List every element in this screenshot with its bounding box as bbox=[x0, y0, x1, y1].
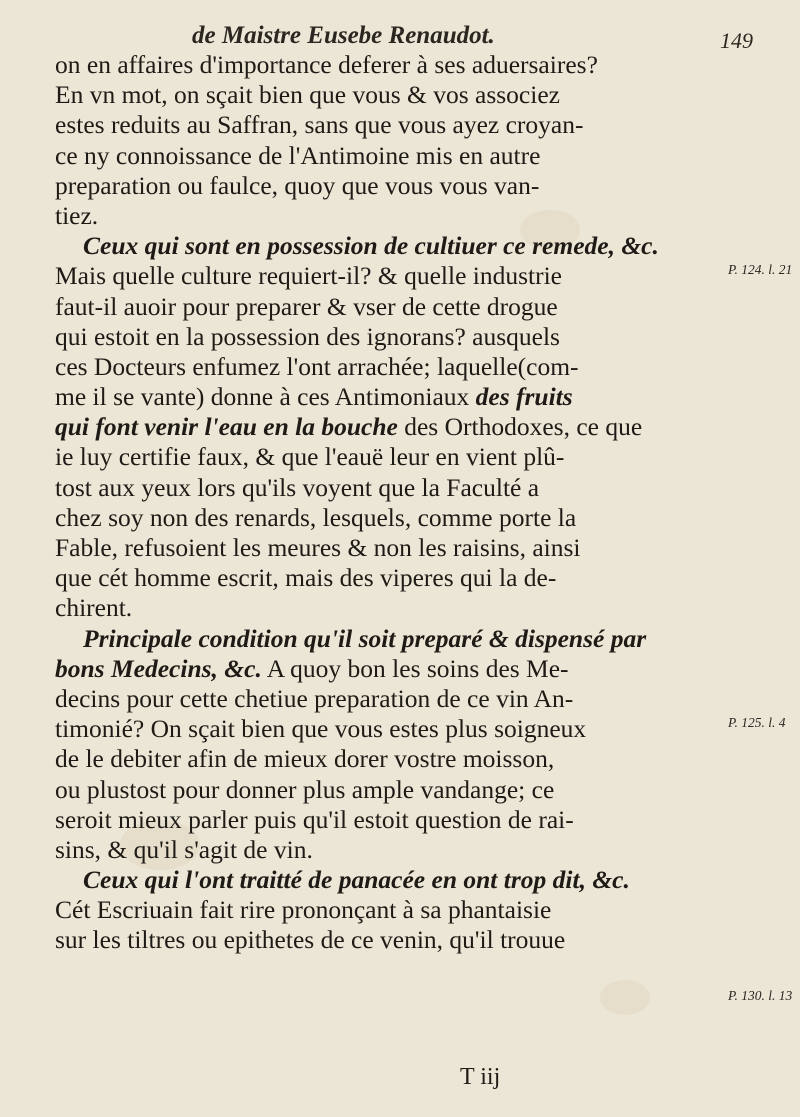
text-line: sur les tiltres ou epithetes de ce venin, qu'il trouue bbox=[55, 925, 566, 955]
quoted-passage bbox=[55, 865, 695, 895]
text-line: Fable, refusoient les meures & non les raisins, ainsi bbox=[55, 533, 581, 562]
text-line: timonié? On sçait bien que vous estes plus soigneux bbox=[55, 714, 587, 744]
quote-text: Principale condition qu'il soit preparé & dispensé par bbox=[83, 623, 647, 653]
text-line bbox=[55, 412, 695, 442]
text-line: Mais quelle culture requiert-il? & quelle industrie bbox=[55, 261, 562, 291]
page-number: 149 bbox=[720, 28, 753, 53]
text-line: decins pour cette chetiue preparation de ce vin An- bbox=[55, 683, 574, 713]
text-line: chirent. bbox=[55, 593, 133, 623]
text-line: ie luy certifie faux, & que l'eauë leur en vient plû- bbox=[55, 442, 565, 472]
text-line: seroit mieux parler puis qu'il estoit question de rai- bbox=[55, 804, 574, 834]
text-line bbox=[55, 382, 695, 412]
margin-reference: P. 124. l. 21 bbox=[728, 262, 793, 277]
quoted-passage bbox=[55, 624, 695, 654]
text-line: ou plustost pour donner plus ample vandange; ce bbox=[55, 774, 555, 804]
inline-quote: qui font venir l'eau en la bouche bbox=[55, 412, 398, 442]
text-line: faut-il auoir pour preparer & vser de cette drogue bbox=[55, 291, 558, 321]
text-line: ces Docteurs enfumez l'ont arrachée; laquelle(com- bbox=[55, 351, 579, 381]
text-segment: des Orthodoxes, ce que bbox=[397, 412, 643, 442]
text-line: chez soy non des renards, lesquels, comme porte la bbox=[55, 502, 577, 532]
text-line: de le debiter afin de mieux dorer vostre moisson, bbox=[55, 744, 555, 774]
text-line: tost aux yeux lors qu'ils voyent que la Faculté a bbox=[55, 472, 540, 502]
text-line: on en affaires d'importance deferer à ses aduersaires? bbox=[55, 50, 598, 79]
inline-quote: des fruits bbox=[475, 382, 573, 412]
quote-text: Ceux qui l'ont traitté de panacée en ont trop dit, &c. bbox=[83, 865, 630, 895]
margin-reference: P. 130. l. 13 bbox=[728, 988, 793, 1003]
text-line: qui estoit en la possession des ignorans? ausquels bbox=[55, 321, 560, 351]
running-title: de Maistre Eusebe Renaudot. bbox=[192, 22, 495, 49]
text-line bbox=[55, 654, 695, 684]
text-segment: me il se vante) donne à ces Antimoniaux bbox=[55, 382, 470, 412]
quote-text: Ceux qui sont en possession de cultiuer ce remede, &c. bbox=[83, 231, 659, 261]
paper-stain bbox=[600, 980, 650, 1015]
text-line: ce ny connoissance de l'Antimoine mis en autre bbox=[55, 140, 541, 170]
signature-mark: T iij bbox=[460, 1064, 501, 1090]
body-text bbox=[55, 50, 695, 956]
text-line: tiez. bbox=[55, 200, 99, 230]
quoted-passage bbox=[55, 231, 695, 261]
margin-reference: P. 125. l. 4 bbox=[728, 715, 786, 730]
text-line: Cét Escriuain fait rire prononçant à sa phantaisie bbox=[55, 895, 552, 925]
text-line: estes reduits au Saffran, sans que vous ayez croyan- bbox=[55, 110, 584, 140]
text-line: que cét homme escrit, mais des viperes qui la de- bbox=[55, 563, 557, 593]
text-line: En vn mot, on sçait bien que vous & vos associez bbox=[55, 80, 560, 110]
quote-text: bons Medecins, &c. bbox=[55, 653, 262, 683]
text-line: sins, & qu'il s'agit de vin. bbox=[55, 834, 313, 864]
text-segment: A quoy bon les soins des Me- bbox=[261, 653, 569, 683]
text-line: preparation ou faulce, quoy que vous vous van- bbox=[55, 170, 540, 200]
